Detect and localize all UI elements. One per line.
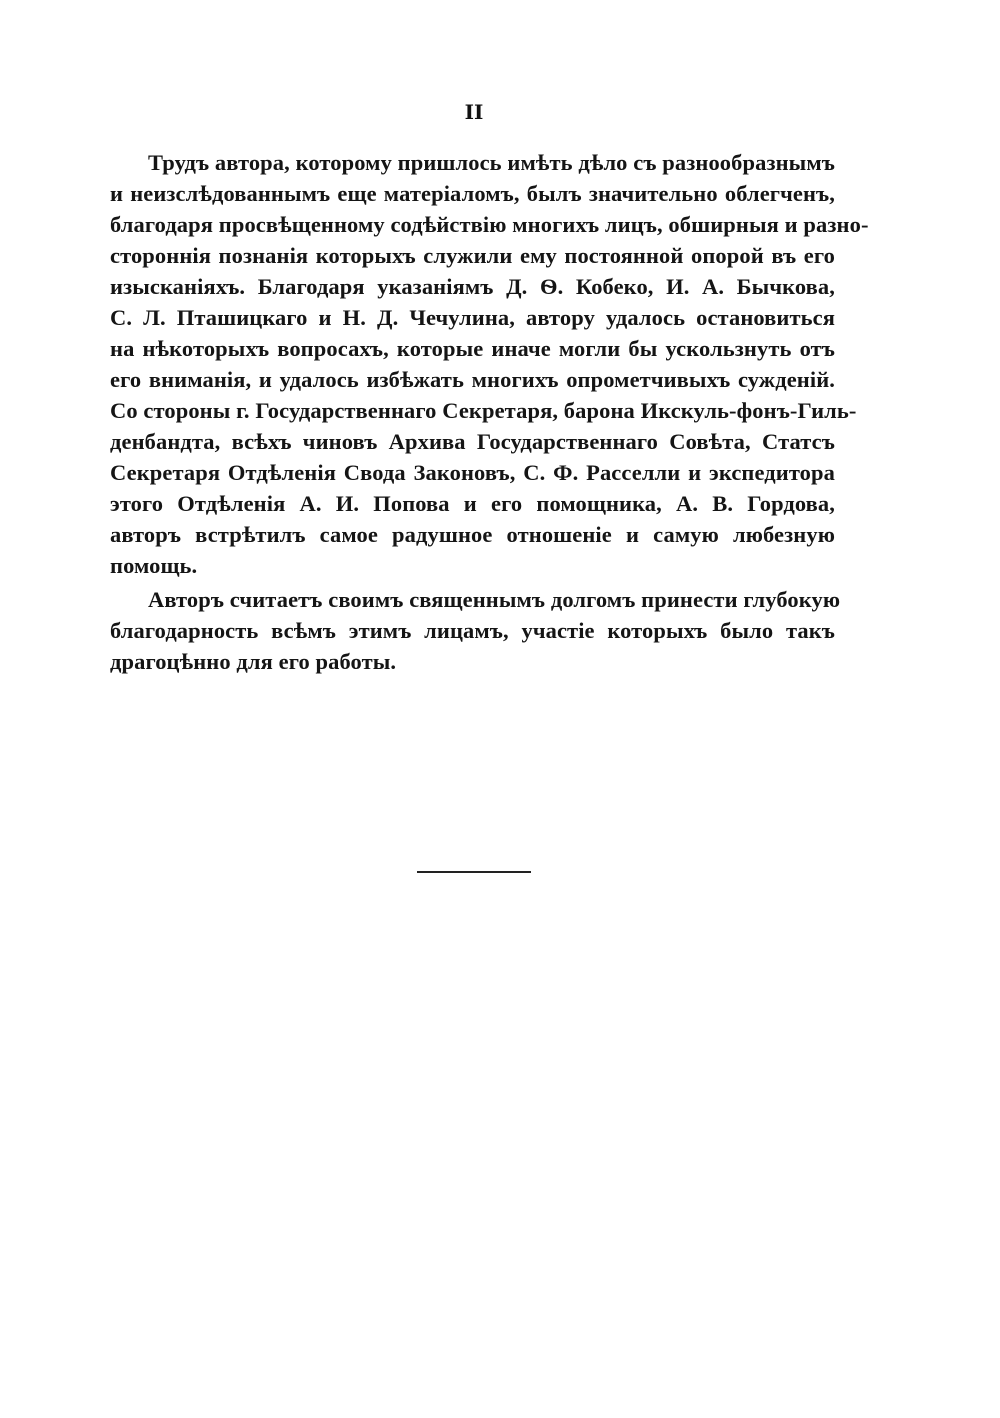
paragraph-acknowledgement-1 xyxy=(110,147,869,581)
section-divider-rule xyxy=(417,871,531,873)
text-line: и неизслѣдованнымъ еще матеріаломъ, былъ значительно облегченъ, xyxy=(110,181,835,206)
text-line: благодарность всѣмъ этимъ лицамъ, участіе которыхъ было такъ xyxy=(110,618,835,643)
body-text xyxy=(110,147,869,677)
text-line: драгоцѣнно для его работы. xyxy=(110,649,397,674)
page-number: II xyxy=(464,100,484,124)
text-line: помощь. xyxy=(110,553,198,578)
text-line: Авторъ считаетъ своимъ священнымъ долгомъ принести глубокую xyxy=(148,587,841,612)
text-line: денбандта, всѣхъ чиновъ Архива Государственнаго Совѣта, Статсъ xyxy=(110,429,835,454)
text-line: Трудъ автора, которому пришлось имѣть дѣло съ разнообразнымъ xyxy=(148,150,835,175)
text-line: С. Л. Пташицкаго и Н. Д. Чечулина, автору удалось остановиться xyxy=(110,305,835,330)
text-line: его вниманія, и удалось избѣжать многихъ опрометчивыхъ сужденій. xyxy=(110,367,835,392)
text-line: этого Отдѣленія А. И. Попова и его помощника, А. В. Гордова, xyxy=(110,491,835,516)
text-line: на нѣкоторыхъ вопросахъ, которые иначе могли бы ускользнуть отъ xyxy=(110,336,835,361)
text-line: благодаря просвѣщенному содѣйствію многихъ лицъ, обширныя и разно- xyxy=(110,212,869,237)
paragraph-acknowledgement-2 xyxy=(110,584,841,677)
text-line: Секретаря Отдѣленія Свода Законовъ, С. Ф. Расселли и экспедитора xyxy=(110,460,835,485)
text-line: стороннія познанія которыхъ служили ему постоянной опорой въ его xyxy=(110,243,835,268)
text-line: изысканіяхъ. Благодаря указаніямъ Д. Ѳ. Кобеко, И. А. Бычкова, xyxy=(110,274,835,299)
text-line: Со стороны г. Государственнаго Секретаря, барона Икскуль-фонъ-Гиль- xyxy=(110,398,857,423)
text-line: авторъ встрѣтилъ самое радушное отношеніе и самую любезную xyxy=(110,522,835,547)
